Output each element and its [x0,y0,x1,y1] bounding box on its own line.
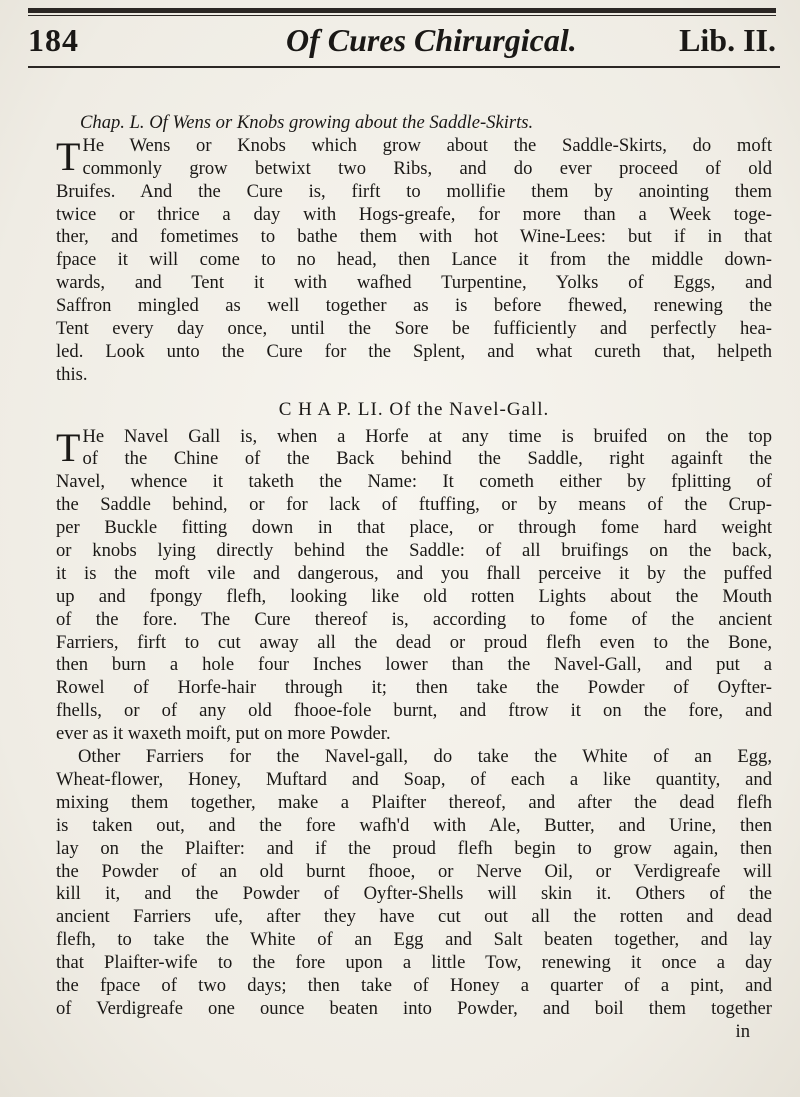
text-line: mixing them together, make a Plaifter thereof, and after the dead flefh [56,791,772,813]
text-line: that Plaifter-wife to the fore upon a little Tow, renewing it once a day [56,952,772,974]
text-line: lay on the Plaifter: and if the proud flefh begin to grow again, then [56,837,772,859]
text-line: the Powder of an old burnt fhooe, or Nerve Oil, or Verdigreafe will [56,860,772,882]
text-line: led. Look unto the Cure for the Splent, and what cureth that, helpeth [56,340,772,362]
page-body [56,112,772,1044]
text-line: the Saddle behind, or for lack of ftuffing, or by means of the Crup- [56,494,772,516]
chapter-51-title: C H A P. LI. Of the Navel-Gall. [278,398,550,420]
text-line: up and fpongy flefh, looking like old rotten Lights about the Mouth [56,585,772,607]
chapter-51-paragraph-2 [56,746,772,1044]
text-line: or knobs lying directly behind the Saddle: of all bruifings on the back, [56,540,772,562]
chapter-51-dropcap: T [56,424,81,470]
text-line: Farriers, firft to cut away all the dead or proud flefh even to the Bone, [56,631,772,653]
text-line: ancient Farriers ufe, after they have cut out all the rotten and dead [56,906,772,928]
top-border-rule [28,8,776,13]
catchword: in [735,1020,750,1042]
text-line: of the fore. The Cure thereof is, according to fome of the ancient [56,608,772,630]
text-line: Bruifes. And the Cure is, firft to mollifie them by anointing them [56,180,772,202]
text-line: of Verdigreafe one ounce beaten into Powder, and boil them together [56,997,772,1019]
text-line: per Buckle fitting down in that place, or through fome hard weight [56,517,772,539]
text-line: ever as it waxeth moift, put on more Powder. [56,723,391,745]
chapter-50-text [56,135,772,387]
text-line: He Navel Gall is, when a Horfe at any time is bruifed on the top [82,425,772,447]
text-line: fhells, or of any old fhooe-fole burnt, and ftrow it on the fore, and [56,700,772,722]
chapter-51-text [56,426,772,746]
text-line: kill it, and the Powder of Oyfter-Shells will skin it. Others of the [56,883,772,905]
book-reference: Lib. II. [679,22,776,58]
text-line: Saffron mingled as well together as is before fhewed, renewing the [56,295,772,317]
chapter-50-title: Chap. L. Of Wens or Knobs growing about the Saddle-Skirts. [80,112,534,133]
text-line: the fpace of two days; then take of Honey a quarter of a pint, and [56,974,772,996]
page-number: 184 [28,22,79,58]
text-line: commonly grow betwixt two Ribs, and do ever proceed of old [82,157,772,179]
text-line: Tent every day once, until the Sore be fufficiently and perfectly hea- [56,318,772,340]
text-line: Navel, whence it taketh the Name: It cometh either by fplitting of [56,471,772,493]
text-line: of the Chine of the Back behind the Saddle, right againft the [82,448,772,470]
text-line: then burn a hole four Inches lower than the Navel-Gall, and put a [56,654,772,676]
text-line: Rowel of Horfe-hair through it; then take the Powder of Oyfter- [56,677,772,699]
chapter-50-dropcap: T [56,133,81,179]
text-line: Wheat-flower, Honey, Muftard and Soap, of each a like quantity, and [56,768,772,790]
text-line: Other Farriers for the Navel-gall, do take the White of an Egg, [78,746,772,768]
text-line: fpace it will come to no head, then Lance it from the middle down- [56,249,772,271]
running-head: Of Cures Chirurgical. [286,22,577,58]
text-line: twice or thrice a day with Hogs-greafe, for more than a Week toge- [56,203,772,225]
text-line: this. [56,363,88,385]
text-line: wards, and Tent it with wafhed Turpentine, Yolks of Eggs, and [56,272,772,294]
header-rule [28,66,780,68]
text-line: He Wens or Knobs which grow about the Saddle-Skirts, do moft [82,134,772,156]
text-line: is taken out, and the fore wafh'd with Ale, Butter, and Urine, then [56,814,772,836]
text-line: flefh, to take the White of an Egg and Salt beaten together, and lay [56,929,772,951]
text-line: it is the moft vile and dangerous, and you fhall perceive it by the puffed [56,562,772,584]
text-line: ther, and fometimes to bathe them with hot Wine-Lees: but if in that [56,226,772,248]
page-header [28,22,780,68]
top-border-rule-thin [28,15,776,16]
